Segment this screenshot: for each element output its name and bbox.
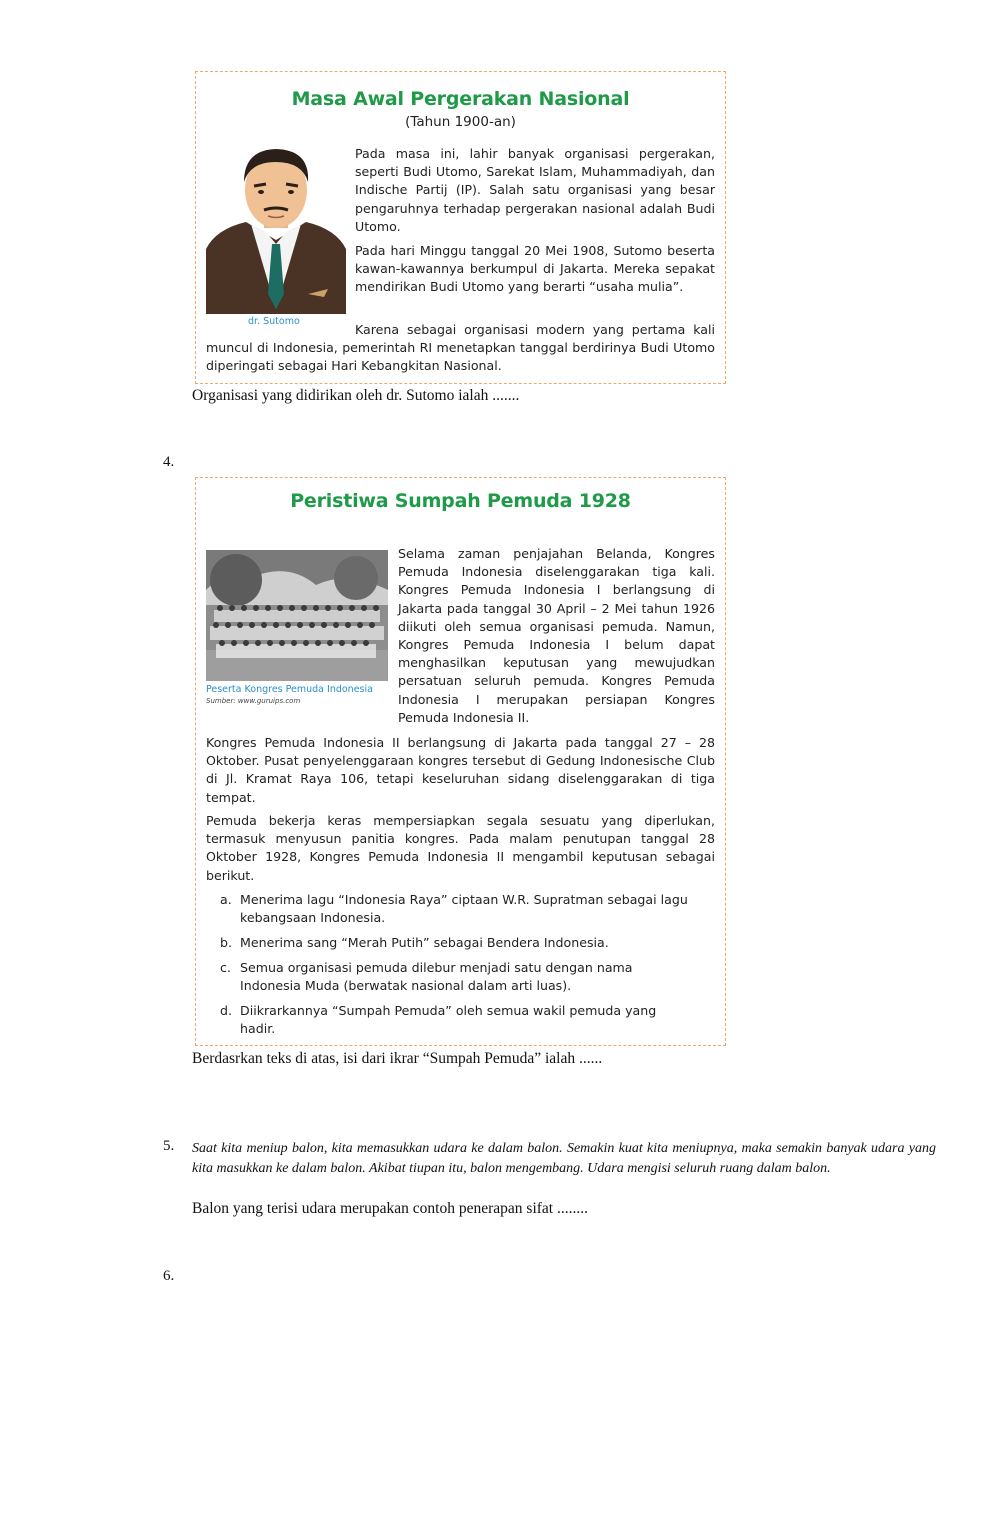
question-5-number: 5. xyxy=(163,1138,175,1154)
list-item-text: Semua organisasi pemuda dilebur menjadi satu dengan nama Indonesia Muda (berwatak nasional dalam arti luas). xyxy=(240,960,633,993)
box-title: Masa Awal Pergerakan Nasional xyxy=(291,88,630,110)
list-item xyxy=(220,1002,690,1038)
list-item-text: Menerima lagu “Indonesia Raya” ciptaan W.R. Supratman sebagai lagu kebangsaan Indonesia. xyxy=(240,892,688,925)
paragraph-3: Karena sebagai organisasi modern yang pertama kali muncul di Indonesia, pemerintah RI menetapkan tanggal berdirinya Budi Utomo diperingati sebagai Hari Kebangkitan Nasional. xyxy=(206,322,715,374)
paragraph-2: Pada hari Minggu tanggal 20 Mei 1908, Sutomo beserta kawan-kawannya berkumpul di Jakarta. Mereka sepakat mendirikan Budi Utomo yang berarti “usaha mulia”. xyxy=(355,243,715,295)
decision-list xyxy=(220,891,690,1045)
question-4-text: Berdasrkan teks di atas, isi dari ikrar “Sumpah Pemuda” ialah ...... xyxy=(192,1050,603,1067)
reading-box-pergerakan-nasional xyxy=(195,71,726,384)
paragraph-1: Selama zaman penjajahan Belanda, Kongres Pemuda Indonesia diselenggarakan tiga kali. Kongres Pemuda Indonesia I berlangsung di Jakarta pada tanggal 30 April – 2 Mei tahun 1926 diikuti oleh semua organisasi pemuda. Namun, Kongres Pemuda Indonesia I belum dapat menghasilkan keputusan yang mewujudkan persatuan seluruh pemuda. Kongres Pemuda Indonesia I merupakan persiapan Kongres Pemuda Indonesia II. xyxy=(398,546,715,725)
paragraph-1: Pada masa ini, lahir banyak organisasi pergerakan, seperti Budi Utomo, Sarekat Islam, Muhammadiyah, dan Indische Partij (IP). Salah satu organisasi yang besar pengaruhnya terhadap pergerakan nasional adalah Budi Utomo. xyxy=(355,146,715,234)
list-marker: a. xyxy=(220,892,232,907)
kongres-pemuda-photo xyxy=(206,550,388,681)
sutomo-portrait-image xyxy=(206,144,346,314)
list-item xyxy=(220,891,690,927)
reading-box-sumpah-pemuda xyxy=(195,477,726,1046)
question-5-passage: Saat kita meniup balon, kita memasukkan udara ke dalam balon. Semakin kuat kita meniupnya, maka semakin banyak udara yang kita masukkan ke dalam balon. Akibat tiupan itu, balon mengembang. Udara mengisi seluruh ruang dalam balon. xyxy=(192,1141,936,1176)
list-item-text: Menerima sang “Merah Putih” sebagai Bendera Indonesia. xyxy=(240,935,609,950)
box-subtitle: (Tahun 1900-an) xyxy=(405,114,516,130)
paragraph-3: Pemuda bekerja keras mempersiapkan segala sesuatu yang diperlukan, termasuk menyusun panitia kongres. Pada malam penutupan tanggal 28 Oktober 1928, Kongres Pemuda Indonesia II mengambil keputusan sebagai berikut. xyxy=(206,813,715,883)
list-marker: d. xyxy=(220,1003,232,1018)
list-item xyxy=(220,934,690,952)
portrait-caption: dr. Sutomo xyxy=(248,316,300,327)
list-item xyxy=(220,959,690,995)
question-4-number: 4. xyxy=(163,454,175,470)
question-6-number: 6. xyxy=(163,1268,175,1284)
photo-caption: Peserta Kongres Pemuda Indonesia xyxy=(206,684,373,695)
list-item-text: Diikrarkannya “Sumpah Pemuda” oleh semua wakil pemuda yang hadir. xyxy=(240,1003,657,1036)
photo-source: Sumber: www.guruips.com xyxy=(206,697,301,705)
question-5-text: Balon yang terisi udara merupakan contoh penerapan sifat ........ xyxy=(192,1200,588,1217)
question-3-text: Organisasi yang didirikan oleh dr. Sutomo ialah ....... xyxy=(192,387,520,404)
box-title: Peristiwa Sumpah Pemuda 1928 xyxy=(290,490,631,512)
list-marker: b. xyxy=(220,935,232,950)
paragraph-2: Kongres Pemuda Indonesia II berlangsung di Jakarta pada tanggal 27 – 28 Oktober. Pusat penyelenggaraan kongres tersebut di Gedung Indonesische Club di Jl. Kramat Raya 106, tetapi keseluruhan sidang diselenggarakan di tiga tempat. xyxy=(206,735,715,805)
list-marker: c. xyxy=(220,960,231,975)
